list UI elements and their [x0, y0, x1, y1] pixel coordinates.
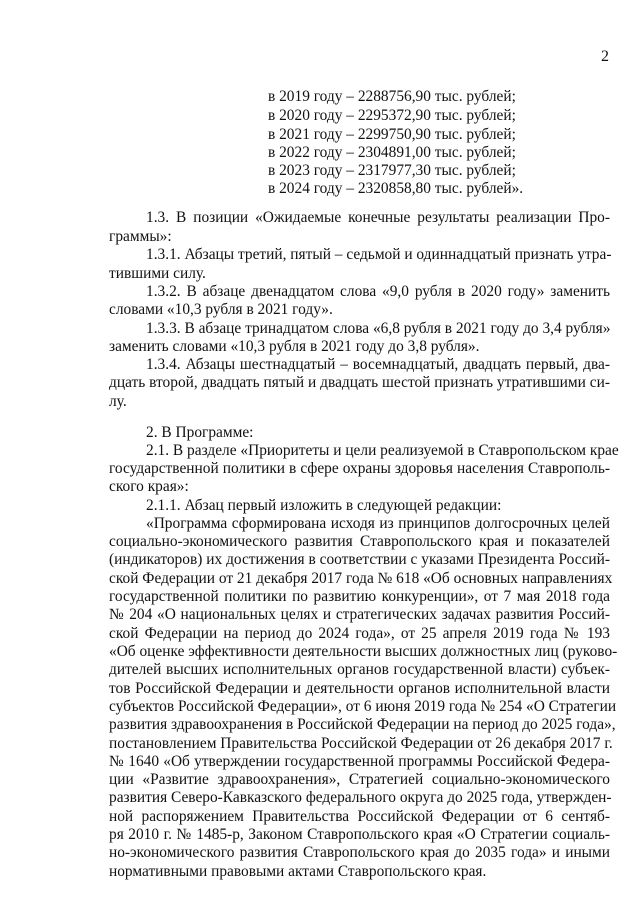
paragraph-line: государственной политики по развитию конкуренции», от 7 мая 2018 года: [109, 588, 610, 605]
paragraph-line: ской Федерации на период до 2024 года», от 25 апреля 2019 года № 193: [109, 625, 610, 642]
paragraph-line: но-экономического развития Ставропольского края до 2035 года» и иными: [109, 844, 610, 861]
paragraph-line: 1.3.1. Абзацы третий, пятый – седьмой и одиннадцатый признать утра-: [146, 246, 612, 263]
paragraph-line: нормативными правовыми актами Ставропольского края.: [109, 863, 487, 880]
paragraph-line: № 1640 «Об утверждении государственной программы Российской Федера-: [109, 753, 610, 770]
paragraph-line: (индикаторов) их достижения в соответствии с указами Президента Россий-: [109, 551, 610, 568]
paragraph-line: 1.3. В позиции «Ожидаемые конечные результаты реализации Про-: [146, 209, 610, 226]
paragraph-line: 2.1. В разделе «Приоритеты и цели реализуемой в Ставропольском крае: [146, 442, 619, 459]
paragraph-line: субъектов Российской Федерации», от 6 июня 2019 года № 254 «О Стратегии: [109, 698, 617, 715]
paragraph-line: 1.3.3. В абзаце тринадцатом слова «6,8 рубля в 2021 году до 3,4 рубля»: [146, 320, 611, 337]
paragraph-line: 1.3.4. Абзацы шестнадцатый – восемнадцатый, двадцать первый, два-: [146, 356, 610, 373]
paragraph-line: ского края»:: [109, 478, 189, 495]
paragraph-line: тов Российской Федерации и деятельности органов исполнительной власти: [109, 680, 610, 697]
paragraph-line: словами «10,3 рубля в 2021 году».: [109, 301, 333, 318]
paragraph-line: тившими силу.: [109, 265, 206, 282]
year-line: в 2020 году – 2295372,90 тыс. рублей;: [268, 107, 516, 124]
paragraph-line: постановлением Правительства Российской Федерации от 26 декабря 2017 г.: [109, 735, 613, 752]
paragraph-line: государственной политики в сфере охраны здоровья населения Ставрополь-: [109, 460, 610, 477]
paragraph-line: № 204 «О национальных целях и стратегических задачах развития Россий-: [109, 606, 610, 623]
paragraph-line: ции «Развитие здравоохранения», Стратегией социально-экономического: [109, 771, 610, 788]
paragraph-line: 2.1.1. Абзац первый изложить в следующей редакции:: [146, 497, 502, 514]
year-line: в 2021 году – 2299750,90 тыс. рублей;: [268, 126, 516, 143]
paragraph-line: 2. В Программе:: [146, 424, 254, 441]
page-number: 2: [601, 48, 609, 65]
paragraph-line: 1.3.2. В абзаце двенадцатом слова «9,0 рубля в 2020 году» заменить: [146, 283, 610, 300]
paragraph-line: дителей высших исполнительных органов государственной власти) субъек-: [109, 661, 610, 678]
paragraph-line: социально-экономического развития Ставропольского края и показателей: [109, 533, 610, 550]
paragraph-line: ной распоряжением Правительства Российской Федерации от 6 сентяб-: [109, 808, 610, 825]
paragraph-line: «Программа сформирована исходя из принципов долгосрочных целей: [146, 515, 610, 532]
paragraph-line: лу.: [109, 393, 127, 410]
year-line: в 2019 году – 2288756,90 тыс. рублей;: [268, 88, 516, 105]
paragraph-line: ря 2010 г. № 1485-р, Законом Ставропольского края «О Стратегии социаль-: [109, 826, 610, 843]
paragraph-line: заменить словами «10,3 рубля в 2021 году до 3,8 рубля».: [109, 338, 480, 355]
paragraph-line: развития здравоохранения в Российской Федерации на период до 2025 года»,: [109, 716, 616, 733]
paragraph-line: ской Федерации от 21 декабря 2017 года № 618 «Об основных направлениях: [109, 570, 613, 587]
year-line: в 2023 году – 2317977,30 тыс. рублей;: [268, 162, 516, 179]
year-line: в 2022 году – 2304891,00 тыс. рублей;: [268, 144, 516, 161]
paragraph-line: граммы»:: [109, 228, 172, 245]
paragraph-line: развития Северо-Кавказского федерального округа до 2025 года, утвержден-: [109, 789, 612, 806]
paragraph-line: «Об оценке эффективности деятельности высших должностных лиц (руково-: [109, 643, 618, 660]
year-line: в 2024 году – 2320858,80 тыс. рублей».: [268, 180, 524, 197]
paragraph-line: дцать второй, двадцать пятый и двадцать шестой признать утратившими си-: [109, 374, 610, 391]
